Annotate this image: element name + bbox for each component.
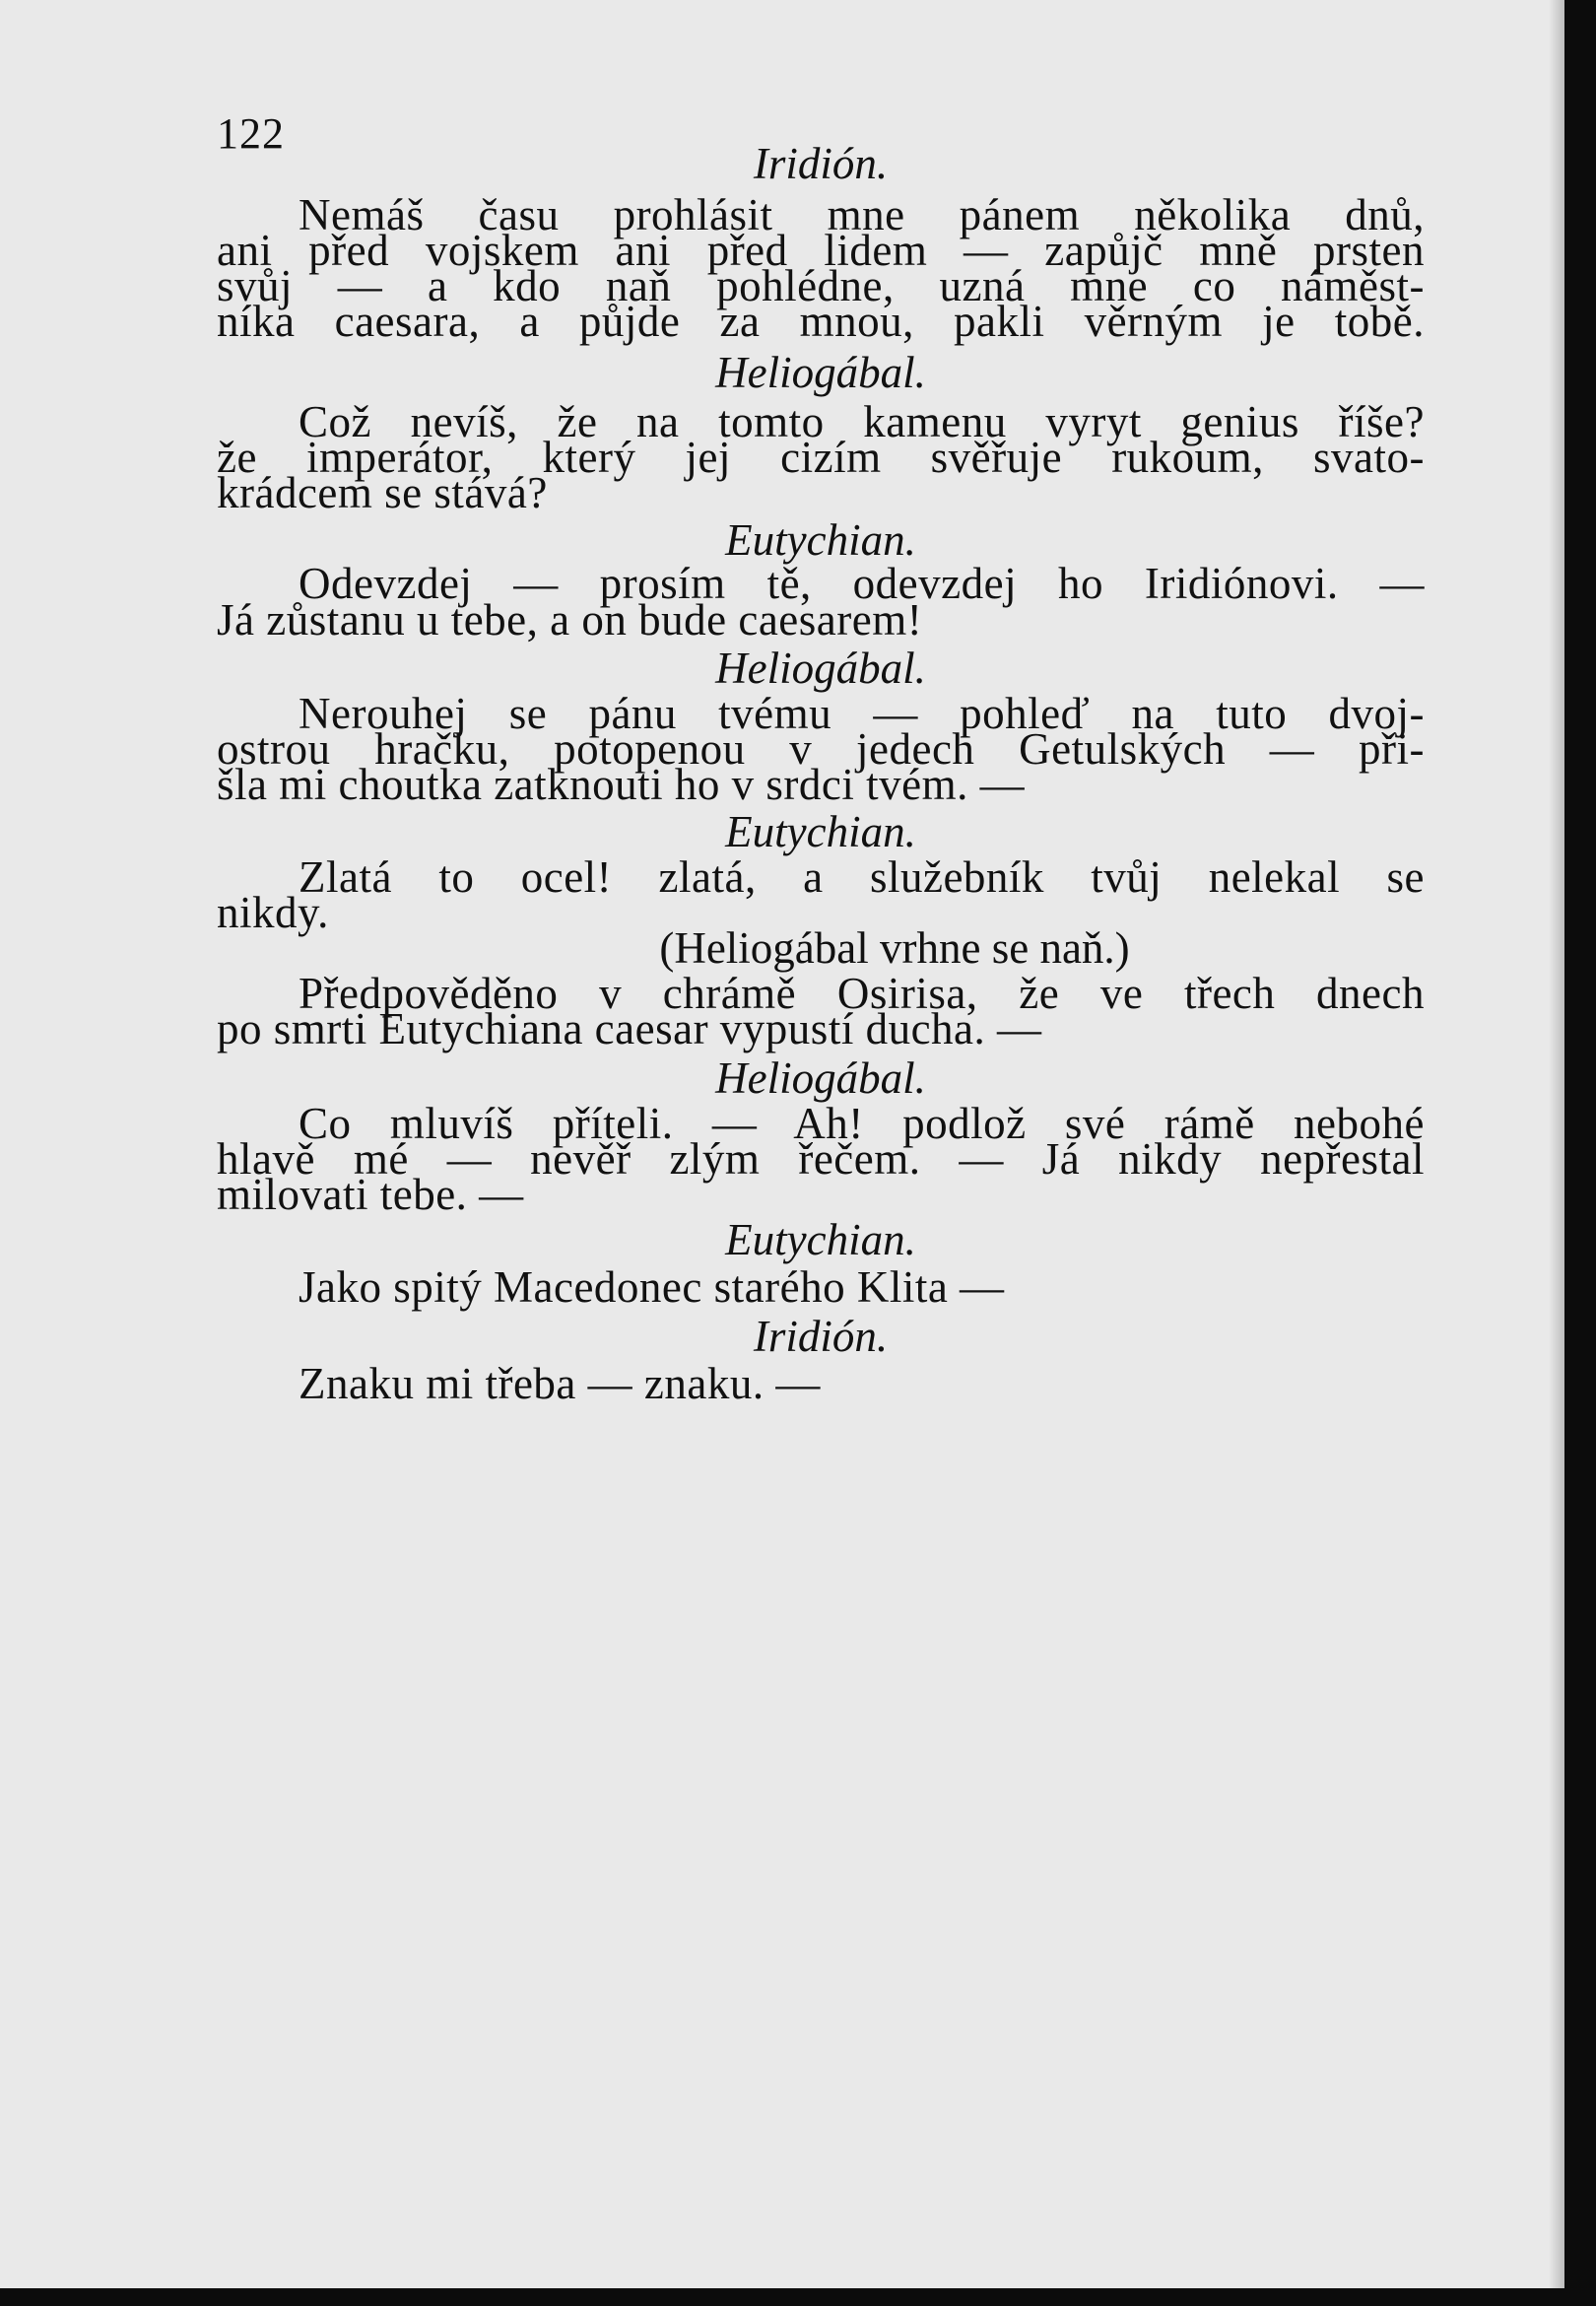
speaker-name: Heliogábal. (715, 644, 926, 693)
text-line: hlavě mé — nevěř zlým řečem. — Já nikdy nepřestal (217, 1134, 1425, 1184)
text-line: Což nevíš, že na tomto kamenu vyryt genius říše? (299, 397, 1425, 446)
text-line: Já zůstanu u tebe, a on bude caesarem! (217, 595, 923, 644)
text-line: milovati tebe. — (217, 1170, 524, 1219)
text-line: ostrou hračku, potopenou v jedech Getulských — při- (217, 724, 1425, 774)
text-line: po smrti Eutychiana caesar vypustí ducha. — (217, 1004, 1042, 1053)
speaker-name: Eutychian. (725, 1215, 916, 1264)
text-line: šla mi choutka zatknouti ho v srdci tvém. — (217, 760, 1026, 809)
text-line: svůj — a kdo naň pohlédne, uzná mne co náměst- (217, 261, 1425, 310)
text-line: Nerouhej se pánu tvému — pohleď na tuto dvoj- (299, 689, 1425, 738)
text-line: Zlatá to ocel! zlatá, a služebník tvůj nelekal se (299, 852, 1425, 902)
page-number: 122 (217, 109, 285, 158)
text-line: Znaku mi třeba — znaku. — (299, 1359, 821, 1408)
speaker-name: Eutychian. (725, 807, 916, 856)
scan-border (1564, 0, 1596, 2306)
text-line: Co mluvíš příteli. — Ah! podlož své rámě nebohé (299, 1099, 1425, 1148)
speaker-name: Heliogábal. (715, 348, 926, 397)
text-line: že imperátor, který jej cizím svěřuje rukoum, svato- (217, 433, 1425, 482)
text-line: ani před vojskem ani před lidem — zapůjč mně prsten (217, 226, 1425, 275)
text-line: krádcem se stává? (217, 468, 548, 517)
text-line: níka caesara, a půjde za mnou, pakli věrným je tobě. (217, 297, 1425, 346)
text-line: nikdy. (217, 888, 329, 937)
speaker-name: Iridión. (753, 139, 889, 188)
page-edge-shadow (1549, 0, 1564, 2288)
speaker-name: Iridión. (753, 1312, 889, 1361)
text-line: Nemáš času prohlásit mne pánem několika dnů, (299, 190, 1425, 239)
stage-direction: (Heliogábal vrhne se naň.) (659, 923, 1130, 973)
text-line: Předpověděno v chrámě Osirisa, že ve třech dnech (299, 969, 1425, 1018)
speaker-name: Heliogábal. (715, 1053, 926, 1103)
text-line: Odevzdej — prosím tě, odevzdej ho Iridiónovi. — (299, 559, 1425, 608)
text-line: Jako spitý Macedonec starého Klita — (299, 1262, 1005, 1312)
speaker-name: Eutychian. (725, 515, 916, 565)
